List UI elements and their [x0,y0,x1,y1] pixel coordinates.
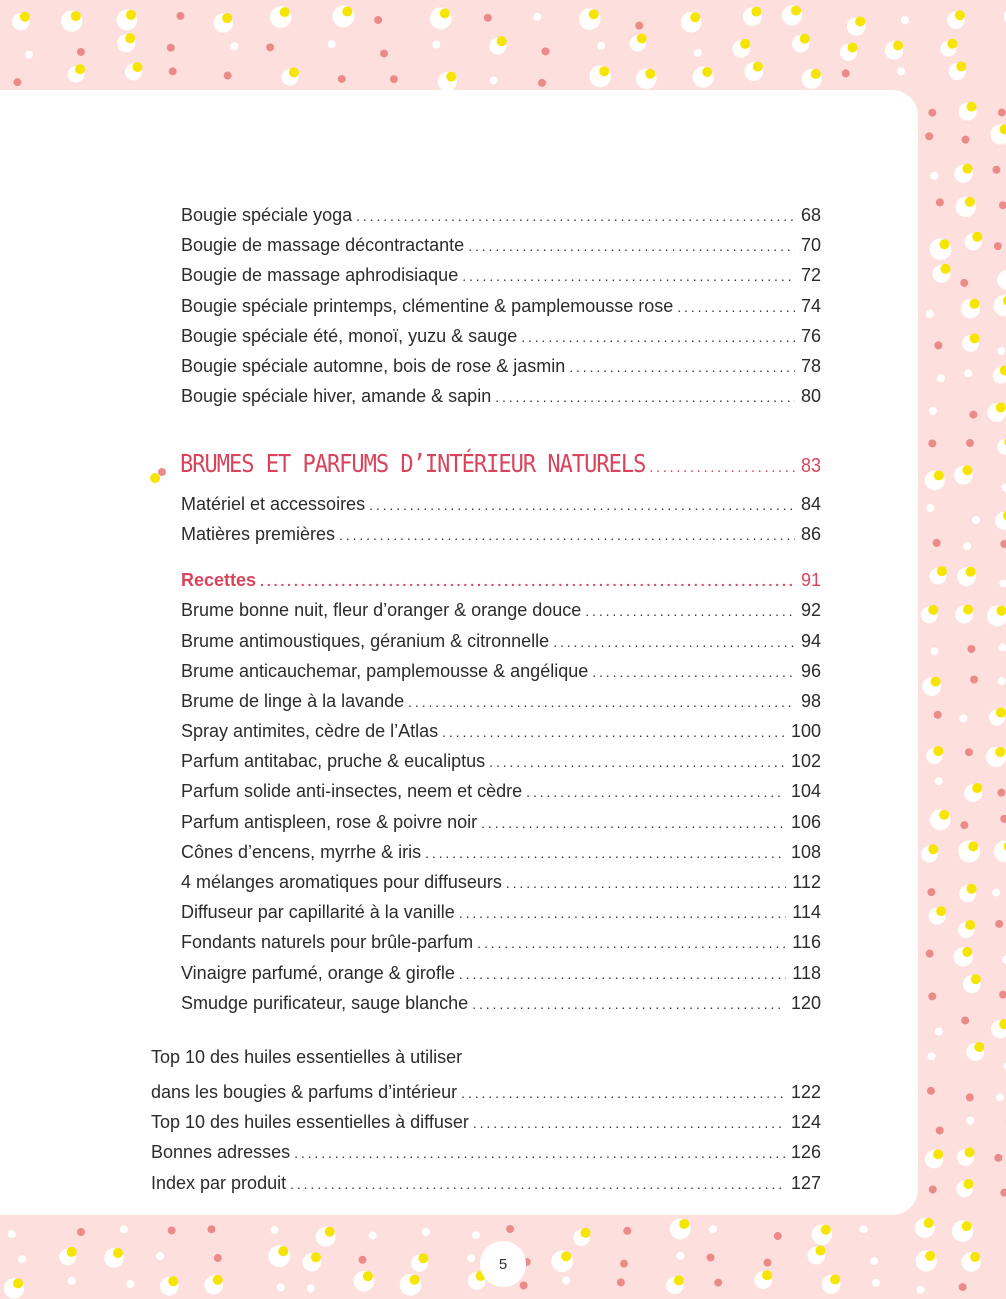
polka-dot [922,677,941,696]
polka-dot [926,310,934,318]
polka-dot [754,1270,772,1289]
polka-dot [104,1248,124,1268]
polka-dot [987,402,1006,421]
polka-dot [8,1230,16,1238]
polka-dot [328,40,336,48]
polka-dot [999,579,1006,587]
polka-dot [125,62,143,81]
polka-dot [961,1016,969,1024]
polka-dot [964,369,972,377]
polka-dot [204,1275,223,1294]
polka-dot [307,1284,315,1292]
polka-dot [390,75,398,83]
polka-dot [990,124,1006,144]
polka-dot [77,1228,85,1236]
polka-dot [542,47,550,55]
polka-dot [636,69,657,90]
polka-dot [207,1225,215,1233]
polka-dot [538,79,546,87]
appendix-line: Top 10 des huiles essentielles à utiliser [151,1047,463,1067]
polka-dot [936,198,944,206]
polka-dot [954,465,973,484]
polka-dot [617,1278,625,1286]
polka-dot [369,1232,377,1240]
polka-dot [870,1257,878,1265]
polka-dot [930,566,947,584]
polka-dot [332,6,354,28]
polka-dot [763,1259,771,1267]
polka-dot [467,1254,475,1262]
polka-dot [666,1275,684,1294]
polka-dot [635,22,643,30]
polka-dot [955,605,973,624]
polka-dot [589,65,611,87]
polka-dot [947,10,965,29]
polka-dot [25,51,33,59]
toc-entry[interactable]: dans les bougies & parfums d’intérieur . . . 122 [151,1079,821,1105]
polka-dot [12,12,30,31]
polka-dot [940,39,957,57]
polka-dot [992,166,1000,174]
polka-dot [963,542,971,550]
polka-dot [623,1227,631,1235]
polka-dot [693,66,714,87]
polka-dot [989,708,1006,726]
polka-dot [714,1279,722,1287]
polka-dot [993,295,1006,316]
polka-dot [930,238,952,260]
polka-dot [934,341,942,349]
polka-dot [935,777,943,785]
polka-dot [282,67,299,85]
polka-dot [77,48,85,56]
polka-dot [354,1271,375,1292]
polka-dot [579,8,601,30]
polka-dot [213,13,232,33]
polka-dot [995,920,1003,928]
polka-dot [961,1252,980,1272]
polka-dot [998,677,1006,685]
polka-dot [937,374,945,382]
polka-dot [960,279,968,287]
toc-entry[interactable]: Bougie spéciale printemps, clémentine & pamplemousse rose . . . 74 [181,293,821,319]
polka-dot [792,34,810,53]
polka-dot [926,746,943,764]
polka-dot [489,36,506,54]
toc-entry[interactable]: Vinaigre parfumé, orange & girofle . . . 118 [181,960,821,986]
polka-dot [374,16,382,24]
polka-dot [929,906,947,925]
polka-dot [901,16,909,24]
polka-dot [966,439,974,447]
polka-dot [4,1278,24,1298]
polka-dot [120,1225,128,1233]
polka-dot [998,109,1006,117]
polka-dot [842,69,850,77]
toc-entry[interactable]: Matières premières . . . 86 [181,521,821,547]
polka-dot [230,42,238,50]
polka-dot [972,516,980,524]
polka-dot [921,844,938,862]
polka-dot [966,1042,984,1061]
polka-dot [156,1252,164,1260]
polka-dot [965,232,983,251]
polka-dot [422,1228,430,1236]
toc-card [0,90,918,1215]
toc-entry[interactable]: Brume antimoustiques, géranium & citronnelle . . . 94 [181,628,821,654]
polka-dot [997,437,1006,455]
polka-dot [774,1232,782,1240]
polka-dot [432,41,440,49]
polka-dot [562,1276,570,1284]
polka-dot [916,1250,937,1271]
polka-dot [676,1252,684,1260]
polka-dot [999,991,1006,999]
polka-dot [897,67,905,75]
polka-dot [707,1253,715,1261]
polka-dot [997,347,1005,355]
polka-dot [812,1225,832,1245]
polka-dot [270,1226,278,1234]
toc-entry[interactable]: Top 10 des huiles essentielles à diffuser . . . 124 [151,1109,821,1135]
polka-dot [489,76,497,84]
polka-dot [743,7,762,26]
polka-dot [959,1283,967,1291]
polka-dot [986,747,1006,767]
polka-dot [117,10,138,31]
polka-dot [994,242,1002,250]
polka-dot [999,644,1006,652]
polka-dot [915,1218,935,1238]
polka-dot [957,567,976,586]
polka-dot [860,1225,868,1233]
polka-dot [997,789,1005,797]
polka-dot [925,1149,943,1168]
polka-dot [954,947,973,967]
polka-dot [933,264,951,283]
polka-dot [160,1276,179,1295]
polka-dot [927,1087,935,1095]
polka-dot [956,197,976,217]
polka-dot [169,67,177,75]
polka-dot [930,172,938,180]
toc-entry[interactable]: Diffuseur par capillarité à la vanille . . . 114 [181,899,821,925]
polka-dot [992,888,1000,896]
polka-dot [167,44,175,52]
polka-dot [927,888,935,896]
polka-dot [958,840,980,862]
polka-dot [694,49,702,57]
polka-dot [966,1093,974,1101]
toc-entry[interactable]: Bougie spéciale automne, bois de rose & jasmin . . . 78 [181,353,821,379]
polka-dot [411,1253,429,1272]
polka-dot [214,1254,222,1262]
polka-dot [68,1277,76,1285]
table-of-contents [0,90,918,1215]
polka-dot [1000,540,1006,548]
polka-dot [957,1147,974,1165]
polka-dot [999,201,1006,209]
toc-entry[interactable]: Bougie de massage aphrodisiaque . . . 72 [181,262,821,288]
polka-dot [61,10,82,31]
polka-dot [533,13,541,21]
polka-dot [400,1274,422,1296]
polka-dot [961,299,980,319]
polka-dot [438,72,457,91]
polka-dot [681,12,702,33]
polka-dot [1000,1189,1006,1197]
polka-dot [303,1252,322,1271]
polka-dot [959,884,976,902]
polka-dot [709,1225,717,1233]
toc-entry[interactable]: 4 mélanges aromatiques pour diffuseurs . . . 112 [181,869,821,895]
toc-entry[interactable]: Bougie spéciale été, monoï, yuzu & sauge . . . 76 [181,323,821,349]
polka-dot [316,1227,336,1247]
polka-dot [934,711,942,719]
toc-entry[interactable]: Matériel et accessoires . . . 84 [181,491,821,517]
polka-dot [268,1245,290,1267]
polka-dot [1002,956,1006,964]
polka-dot [952,1220,973,1241]
polka-dot [987,605,1006,626]
polka-dot [808,1246,826,1265]
page-number: 5 [480,1241,526,1287]
polka-dot [917,1286,925,1294]
toc-entry[interactable]: Bougie spéciale yoga . . . 68 [181,202,821,228]
polka-dot [928,439,936,447]
polka-dot [630,33,647,51]
polka-dot [963,974,981,993]
polka-dot [928,109,936,117]
polka-dot [822,1274,841,1293]
polka-dot [117,33,135,52]
polka-dot [959,102,977,121]
polka-dot [965,748,973,756]
polka-dot [18,1255,26,1263]
polka-dot [620,1260,628,1268]
polka-dot [928,992,936,1000]
polka-dot [168,1226,176,1234]
polka-dot [782,6,802,26]
polka-dot [935,1028,943,1036]
recettes-heading[interactable]: Recettes . . . 91 [181,567,821,593]
toc-entry[interactable]: Parfum antitabac, pruche & eucaliptus . . . 102 [181,748,821,774]
polka-dot [956,1179,973,1197]
section-heading[interactable]: BRUMES ET PARFUMS D’INTÉRIEUR NATURELS . . . 83 [180,450,821,480]
polka-dot [926,950,934,958]
polka-dot [872,1279,880,1287]
polka-dot [380,49,388,57]
polka-dot [958,920,975,938]
toc-entry[interactable]: Fondants naturels pour brûle-parfum . . . 116 [181,929,821,955]
polka-dot [847,16,866,35]
toc-entry[interactable]: Parfum antispleen, rose & poivre noir . . . 106 [181,809,821,835]
polka-dot [993,365,1006,383]
polka-dot [885,40,903,59]
polka-dot [359,1256,367,1264]
polka-dot [930,647,938,655]
polka-dot [996,1093,1004,1101]
toc-entry[interactable]: Brume de linge à la lavande . . . 98 [181,688,821,714]
polka-dot [840,42,857,60]
polka-dot [966,1117,974,1125]
polka-dot [597,42,605,50]
polka-dot [484,14,492,22]
polka-dot [929,1185,937,1193]
polka-dot [926,504,934,512]
polka-dot [224,72,232,80]
polka-dot [126,1280,134,1288]
toc-entry[interactable]: Bougie spéciale hiver, amande & sapin . . . 80 [181,383,821,409]
polka-dot [933,539,941,547]
polka-dot [991,1019,1006,1038]
polka-dot [929,407,937,415]
polka-dot [506,1225,514,1233]
polka-dot [266,43,274,51]
toc-entry[interactable]: Bonnes adresses . . . 126 [151,1139,821,1165]
polka-dot [949,61,967,80]
polka-dot [927,1052,935,1060]
polka-dot [964,783,982,802]
polka-dot [954,164,972,183]
toc-entry[interactable]: Cônes d’encens, myrrhe & iris . . . 108 [181,839,821,865]
toc-entry[interactable]: Brume bonne nuit, fleur d’oranger & orange douce . . . 92 [181,597,821,623]
polka-dot [921,605,938,623]
polka-dot [962,136,970,144]
polka-dot [670,1219,691,1240]
polka-dot [997,270,1006,290]
toc-entry[interactable]: Spray antimites, cèdre de l’Atlas . . . 100 [181,718,821,744]
toc-entry[interactable]: Index par produit . . . 127 [151,1170,821,1196]
polka-dot [59,1247,76,1265]
polka-dot [472,1231,480,1239]
polka-dot [520,1281,528,1289]
polka-dot [969,411,977,419]
polka-dot [1000,815,1006,823]
polka-dot [430,7,452,29]
toc-entry[interactable]: Bougie de massage décontractante . . . 70 [181,232,821,258]
toc-entry[interactable]: Smudge purificateur, sauge blanche . . . 120 [181,990,821,1016]
polka-dot [925,132,933,140]
toc-entry[interactable]: Parfum solide anti-insectes, neem et cèdre . . . 104 [181,778,821,804]
polka-dot [960,821,968,829]
polka-dot [802,69,822,89]
polka-dot [959,714,967,722]
polka-dot [551,1251,573,1273]
polka-dot [995,511,1006,530]
polka-dot [970,675,978,683]
polka-dot [994,841,1006,863]
polka-dot [930,809,951,830]
polka-dot [573,1228,590,1246]
polka-dot [925,470,945,490]
toc-entry[interactable]: Brume anticauchemar, pamplemousse & angélique . . . 96 [181,658,821,684]
polka-dot [270,6,292,28]
section-bullet-icon [149,465,169,485]
polka-dot [994,1154,1002,1162]
polka-dot [13,78,21,86]
polka-dot [967,645,975,653]
polka-dot [176,12,184,20]
polka-dot [936,1126,944,1134]
polka-dot [732,39,750,58]
polka-dot [277,1283,285,1291]
polka-dot [744,62,763,81]
polka-dot [338,75,346,83]
polka-dot [962,333,979,351]
polka-dot [68,64,85,82]
polka-dot [1001,483,1006,491]
